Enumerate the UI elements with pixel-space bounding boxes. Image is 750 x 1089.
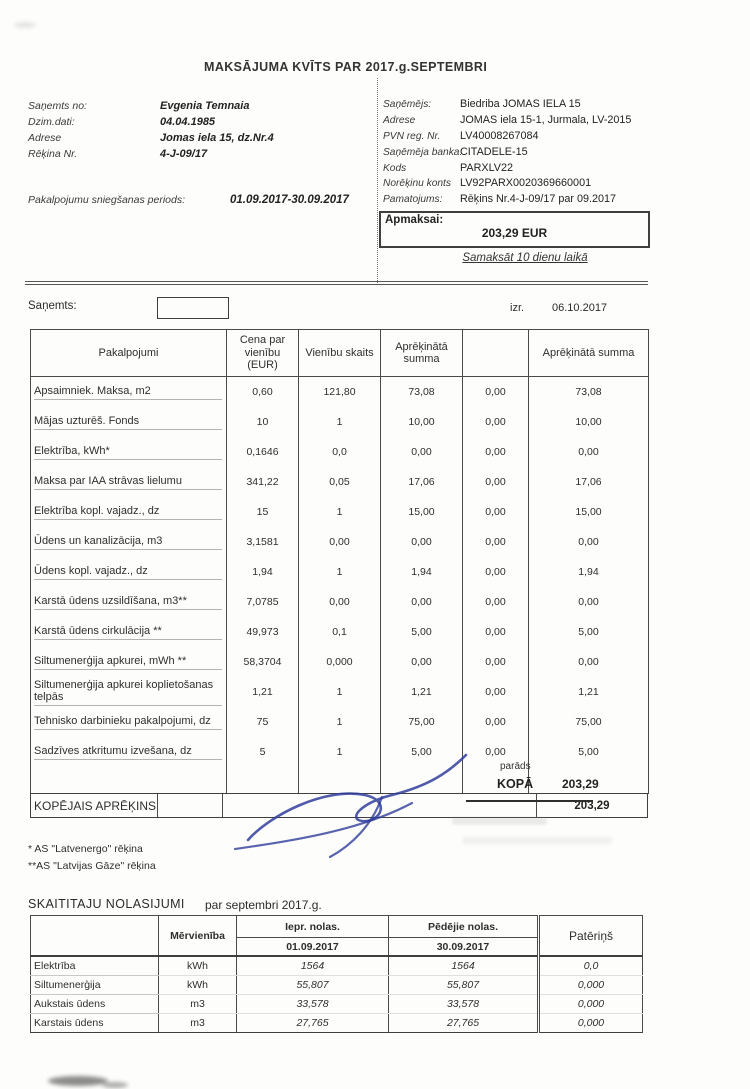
service-row <box>31 587 649 617</box>
service-price-cell: 3,1581 <box>227 527 299 557</box>
service-name: Maksa par IAA strāvas lielumu <box>34 475 222 490</box>
receiver-field-label: PVN reg. Nr. <box>383 130 441 142</box>
service-extra-cell: 0,00 <box>463 557 529 587</box>
service-extra-cell: 0,00 <box>463 617 529 647</box>
service-extra-cell: 0,00 <box>463 527 529 557</box>
service-price-cell: 1,94 <box>227 557 299 587</box>
service-sum-cell: 5,00 <box>381 617 463 647</box>
service-row <box>31 557 649 587</box>
service-total-cell: 17,06 <box>529 467 649 497</box>
receiver-field-row <box>383 94 631 110</box>
service-extra-cell: 0,00 <box>463 437 529 467</box>
page-title: MAKSĀJUMA KVĪTS PAR 2017.g.SEPTEMBRI <box>204 60 488 74</box>
meter-consumption-cell: 0,000 <box>539 976 643 995</box>
service-price-cell: 0,1646 <box>227 437 299 467</box>
service-name: Elektrība, kWh* <box>34 445 222 460</box>
meters-table-header <box>31 916 643 957</box>
service-sum-cell: 17,06 <box>381 467 463 497</box>
service-sum-cell: 75,00 <box>381 707 463 737</box>
footnote-latvijas-gaze: **AS "Latvijas Gāze" rēķina <box>28 860 156 872</box>
payment-amount-box <box>379 211 650 248</box>
service-name: Tehnisko darbinieku pakalpojumi, dz <box>34 715 222 730</box>
service-name-cell <box>31 707 227 737</box>
service-qty-cell: 0,1 <box>299 617 381 647</box>
meter-previous-cell: 55,807 <box>237 976 389 995</box>
issued-date: 06.10.2017 <box>552 302 608 314</box>
service-row <box>31 437 649 467</box>
meter-last-cell: 27,765 <box>389 1014 539 1033</box>
service-name: Siltumenerģija apkurei, mWh ** <box>34 655 222 670</box>
payer-field-value: Jomas iela 15, dz.Nr.4 <box>160 132 274 144</box>
service-name: Apsaimniek. Maksa, m2 <box>34 385 222 400</box>
service-qty-cell: 0,000 <box>299 647 381 677</box>
issued-label: izr. <box>510 302 525 314</box>
service-total-cell: 75,00 <box>529 707 649 737</box>
meter-consumption-cell: 0,0 <box>539 956 643 976</box>
service-total-cell: 1,21 <box>529 677 649 707</box>
receiver-info-block <box>383 94 631 205</box>
services-table <box>30 329 649 794</box>
service-total-cell: 1,94 <box>529 557 649 587</box>
receiver-field-row <box>383 158 631 174</box>
meter-previous-cell: 1564 <box>237 956 389 976</box>
receiver-field-value: LV40008267084 <box>460 129 539 142</box>
meter-row <box>31 1014 643 1033</box>
service-sum-cell: 0,00 <box>381 437 463 467</box>
service-qty-cell: 0,0 <box>299 437 381 467</box>
service-total-cell: 0,00 <box>529 587 649 617</box>
col-header-consumption: Patēriņš <box>539 916 643 957</box>
service-row <box>31 377 649 408</box>
service-row <box>31 737 649 767</box>
service-extra-cell: 0,00 <box>463 677 529 707</box>
service-row <box>31 707 649 737</box>
meter-unit-cell: kWh <box>159 956 237 976</box>
service-qty-cell: 1 <box>299 707 381 737</box>
service-name-cell <box>31 467 227 497</box>
service-price-cell: 7,0785 <box>227 587 299 617</box>
receiver-field-value: PARXLV22 <box>460 161 514 174</box>
service-name: Siltumenerģija apkurei koplietošanas telpās <box>34 679 222 706</box>
receiver-field-label: Kods <box>383 162 407 174</box>
service-sum-cell: 1,21 <box>381 677 463 707</box>
received-stamp-box <box>157 297 229 319</box>
total-value: 203,29 <box>574 799 610 812</box>
service-period-row <box>28 190 349 208</box>
meter-last-cell: 1564 <box>389 956 539 976</box>
meters-section-heading: SKAITITAJU NOLASIJUMI <box>28 897 185 911</box>
payer-info-block <box>28 96 274 160</box>
service-name-cell <box>31 437 227 467</box>
scan-smudge <box>102 1082 128 1088</box>
meter-name-cell: Siltumenerģija <box>31 976 159 995</box>
service-name-cell <box>31 617 227 647</box>
payment-deadline-note: Samaksāt 10 dienu laikā <box>462 252 588 264</box>
service-price-cell: 75 <box>227 707 299 737</box>
meter-unit-cell: m3 <box>159 1014 237 1033</box>
service-name: Karstā ūdens uzsildīšana, m3** <box>34 595 222 610</box>
service-total-cell: 0,00 <box>529 527 649 557</box>
receiver-field-row <box>383 173 631 189</box>
service-extra-cell: 0,00 <box>463 587 529 617</box>
services-table-header <box>31 330 649 377</box>
payer-field-label: Rēķina Nr. <box>28 148 78 160</box>
service-price-cell: 58,3704 <box>227 647 299 677</box>
service-extra-cell: 0,00 <box>463 737 529 767</box>
service-price-cell: 49,973 <box>227 617 299 647</box>
grand-total-value: 203,29 <box>562 777 599 791</box>
payer-field-label: Adrese <box>28 132 62 144</box>
service-sum-cell: 10,00 <box>381 407 463 437</box>
payer-field-label: Dzim.dati: <box>28 116 75 128</box>
service-extra-cell: 0,00 <box>463 407 529 437</box>
service-sum-cell: 0,00 <box>381 647 463 677</box>
debt-label: parāds <box>500 761 531 772</box>
service-price-cell: 0,60 <box>227 377 299 408</box>
service-price-cell: 1,21 <box>227 677 299 707</box>
col-header-services: Pakalpojumi <box>31 330 227 377</box>
payer-field-row <box>28 144 274 160</box>
service-period-label: Pakalpojumu sniegšanas periods: <box>28 194 186 206</box>
service-name: Elektrība kopl. vajadz., dz <box>34 505 222 520</box>
service-sum-cell: 15,00 <box>381 497 463 527</box>
service-name: Ūdens kopl. vajadz., dz <box>34 565 222 580</box>
service-total-cell: 5,00 <box>529 617 649 647</box>
service-name: Sadzīves atkritumu izvešana, dz <box>34 745 222 760</box>
service-name-cell <box>31 527 227 557</box>
service-period-value: 01.09.2017-30.09.2017 <box>230 194 349 206</box>
service-total-cell: 15,00 <box>529 497 649 527</box>
service-total-cell: 10,00 <box>529 407 649 437</box>
service-sum-cell: 5,00 <box>381 737 463 767</box>
service-name-cell <box>31 377 227 408</box>
receiver-field-value: Biedriba JOMAS IELA 15 <box>460 98 581 110</box>
service-price-cell: 15 <box>227 497 299 527</box>
col-header-last-reading: Pēdējie nolas. <box>389 916 539 938</box>
total-label: KOPĒJAIS APRĒĶINS <box>31 794 158 817</box>
receiver-field-value: LV92PARX0020369660001 <box>460 177 592 190</box>
receiver-field-row <box>383 142 631 158</box>
service-extra-cell: 0,00 <box>463 467 529 497</box>
service-name-cell <box>31 647 227 677</box>
service-total-cell: 0,00 <box>529 437 649 467</box>
service-name-cell <box>31 407 227 437</box>
service-name-cell <box>31 497 227 527</box>
service-price-cell: 10 <box>227 407 299 437</box>
service-total-cell: 73,08 <box>529 377 649 408</box>
receiver-field-value: JOMAS iela 15-1, Jurmala, LV-2015 <box>460 113 632 126</box>
payer-field-value: 04.04.1985 <box>160 116 216 128</box>
meter-unit-cell: kWh <box>159 976 237 995</box>
receiver-field-label: Pamatojums: <box>383 194 443 206</box>
service-price-cell: 5 <box>227 737 299 767</box>
service-qty-cell: 0,05 <box>299 467 381 497</box>
service-extra-cell: 0,00 <box>463 707 529 737</box>
meter-last-cell: 33,578 <box>389 995 539 1014</box>
receiver-field-label: Adrese <box>383 114 416 126</box>
service-qty-cell: 1 <box>299 497 381 527</box>
meter-row <box>31 956 643 976</box>
service-row <box>31 617 649 647</box>
service-name-cell <box>31 737 227 767</box>
meter-consumption-cell: 0,000 <box>539 995 643 1014</box>
section-divider <box>25 281 648 285</box>
service-qty-cell: 1 <box>299 677 381 707</box>
col-header-measure-unit: Mērvienība <box>159 916 237 957</box>
footnote-latvenergo: * AS "Latvenergo" rēķina <box>28 843 143 855</box>
payer-field-row <box>28 96 274 112</box>
scan-smudge <box>48 1076 108 1086</box>
service-extra-cell: 0,00 <box>463 647 529 677</box>
total-empty-cell-wide <box>223 794 537 817</box>
grand-total-label: KOPĀ <box>497 777 534 791</box>
meters-table-body <box>31 956 643 1033</box>
col-header-unit-price: Cena par vienību (EUR) <box>227 330 299 377</box>
meter-row <box>31 995 643 1014</box>
service-qty-cell: 1 <box>299 737 381 767</box>
meter-row <box>31 976 643 995</box>
receiver-field-row <box>383 189 631 205</box>
service-name: Ūdens un kanalizācija, m3 <box>34 535 222 550</box>
service-name-cell <box>31 557 227 587</box>
last-reading-date: 30.09.2017 <box>389 938 539 957</box>
payer-field-row <box>28 112 274 128</box>
footnotes <box>28 841 156 875</box>
services-table-body <box>31 377 649 768</box>
meter-name-cell: Aukstais ūdens <box>31 995 159 1014</box>
service-qty-cell: 1 <box>299 407 381 437</box>
service-row <box>31 677 649 707</box>
col-header-calculated-sum-2: Aprēķinātā summa <box>529 330 649 377</box>
service-qty-cell: 0,00 <box>299 587 381 617</box>
total-empty-cell <box>158 794 223 817</box>
payment-box-label: Apmaksai: <box>385 214 444 226</box>
service-row <box>31 467 649 497</box>
faded-print-artifact <box>462 837 612 844</box>
meter-name-cell: Karstais ūdens <box>31 1014 159 1033</box>
service-qty-cell: 121,80 <box>299 377 381 408</box>
service-row <box>31 497 649 527</box>
payer-field-row <box>28 128 274 144</box>
service-extra-cell: 0,00 <box>463 497 529 527</box>
receiver-field-label: Saņēmēja banka: <box>383 146 463 158</box>
col-header-calculated-sum: Aprēķinātā summa <box>381 330 463 377</box>
signature-line <box>466 800 593 802</box>
payer-field-value: Evgenia Temnaia <box>160 100 250 112</box>
col-header-previous-reading: Iepr. nolas. <box>237 916 389 938</box>
meter-consumption-cell: 0,000 <box>539 1014 643 1033</box>
receiver-field-value: Rēķins Nr.4-J-09/17 par 09.2017 <box>460 193 617 206</box>
meter-previous-cell: 33,578 <box>237 995 389 1014</box>
service-total-cell: 5,00 <box>529 737 649 767</box>
payer-field-value: 4-J-09/17 <box>160 148 208 160</box>
faded-print-artifact <box>452 817 547 825</box>
service-sum-cell: 0,00 <box>381 587 463 617</box>
meter-readings-table <box>30 915 643 1033</box>
service-qty-cell: 0,00 <box>299 527 381 557</box>
meter-last-cell: 55,807 <box>389 976 539 995</box>
payment-amount: 203,29 EUR <box>481 226 548 240</box>
meter-unit-cell: m3 <box>159 995 237 1014</box>
service-name: Mājas uzturēš. Fonds <box>34 415 222 430</box>
service-sum-cell: 73,08 <box>381 377 463 408</box>
scan-smudge <box>14 22 36 28</box>
receiver-field-label: Norēķinu konts <box>383 178 451 190</box>
service-extra-cell: 0,00 <box>463 377 529 408</box>
service-row <box>31 647 649 677</box>
service-name-cell <box>31 587 227 617</box>
col-header-unit-count: Vienību skaits <box>299 330 381 377</box>
receiver-field-label: Saņēmējs: <box>383 99 432 110</box>
payer-field-label: Saņemts no: <box>28 100 87 112</box>
service-sum-cell: 1,94 <box>381 557 463 587</box>
service-row <box>31 527 649 557</box>
meters-blank-header <box>31 916 159 957</box>
previous-reading-date: 01.09.2017 <box>237 938 389 957</box>
service-total-cell: 0,00 <box>529 647 649 677</box>
service-qty-cell: 1 <box>299 557 381 587</box>
meter-name-cell: Elektrība <box>31 956 159 976</box>
receiver-field-row <box>383 126 631 142</box>
meters-section-period: par septembri 2017.g. <box>205 898 322 912</box>
dotted-divider <box>377 78 378 283</box>
service-price-cell: 341,22 <box>227 467 299 497</box>
total-row <box>30 793 648 818</box>
receiver-field-row <box>383 110 631 126</box>
services-table-section <box>30 329 649 818</box>
services-table-spacer <box>31 767 649 794</box>
received-label: Saņemts: <box>28 300 77 312</box>
service-sum-cell: 0,00 <box>381 527 463 557</box>
col-header-blank <box>463 330 529 377</box>
service-name: Karstā ūdens cirkulācija ** <box>34 625 222 640</box>
service-row <box>31 407 649 437</box>
meter-previous-cell: 27,765 <box>237 1014 389 1033</box>
service-name-cell <box>31 677 227 707</box>
receiver-field-value: CITADELE-15 <box>460 145 528 158</box>
